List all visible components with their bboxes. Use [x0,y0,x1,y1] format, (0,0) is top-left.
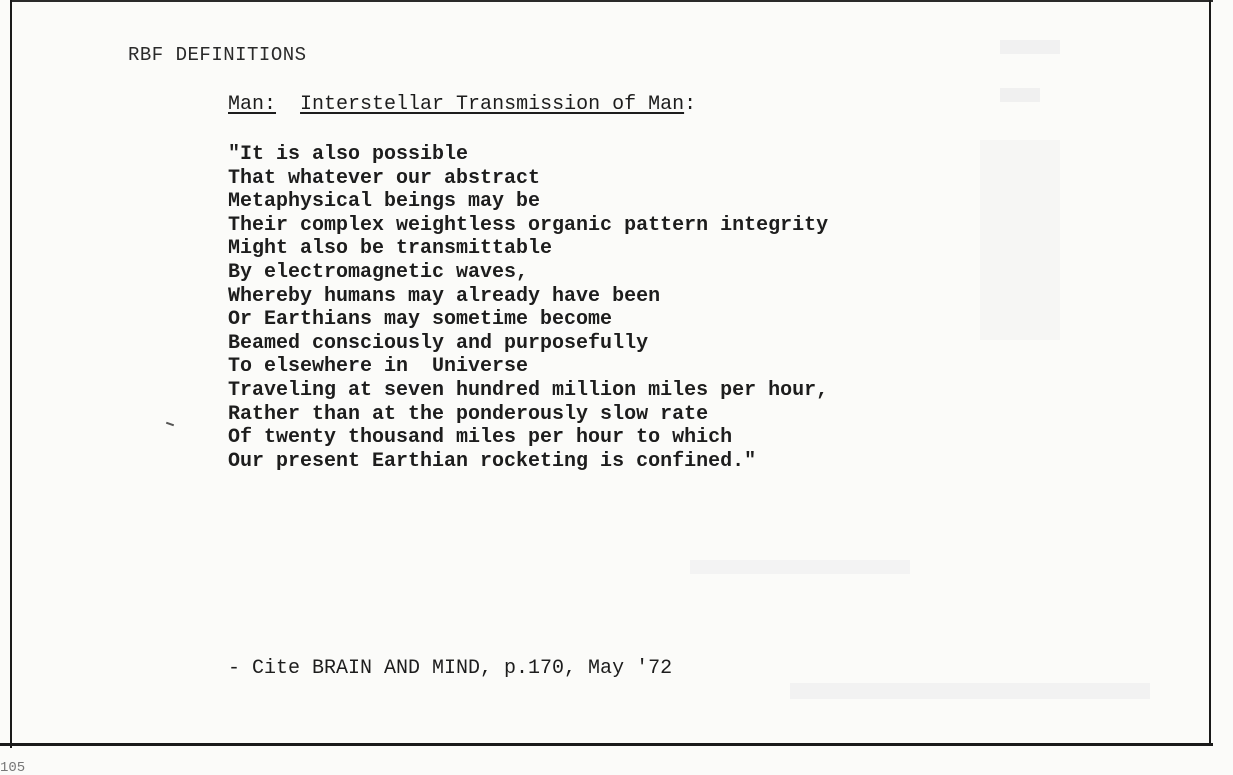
quote-line: Our present Earthian rocketing is confined." [228,449,757,473]
title-text: Interstellar Transmission of Man [300,93,685,116]
card-border-bottom [0,743,1213,746]
quote-line: To elsewhere in Universe [228,355,529,379]
quote-line: Whereby humans may already have been [228,284,661,308]
title-prefix: Man: [228,93,277,116]
card-border-left [10,0,12,748]
quote-line: By electromagnetic waves, [228,260,529,284]
quote-line: Beamed consciously and purposefully [228,331,649,355]
bleed-through-mark [690,560,910,574]
quote-line: Rather than at the ponderously slow rate [228,402,709,426]
citation: - Cite BRAIN AND MIND, p.170, May '72 [228,657,673,680]
definition-title [228,93,696,116]
quote-line: Metaphysical beings may be [228,190,541,214]
quote-line: Of twenty thousand miles per hour to which [228,426,733,450]
quote-line: Might also be transmittable [228,237,553,261]
title-colon: : [684,93,697,116]
card-border-right [1209,0,1211,746]
quote-line: "It is also possible [228,143,469,166]
bleed-through-mark [1000,40,1060,54]
quote-line: That whatever our abstract [228,166,541,190]
card-border-top [10,0,1213,2]
bleed-through-mark [1000,88,1040,102]
page-number: 105 [0,760,26,775]
stray-mark [166,422,174,427]
quote-line: Or Earthians may sometime become [228,308,613,332]
quote-line: Their complex weightless organic pattern integrity [228,213,829,237]
bleed-through-mark [790,683,1150,699]
quote-block [228,143,828,473]
quote-line: Traveling at seven hundred million miles per hour, [228,378,829,402]
document-header: RBF DEFINITIONS [128,44,307,66]
bleed-through-mark [980,140,1060,340]
